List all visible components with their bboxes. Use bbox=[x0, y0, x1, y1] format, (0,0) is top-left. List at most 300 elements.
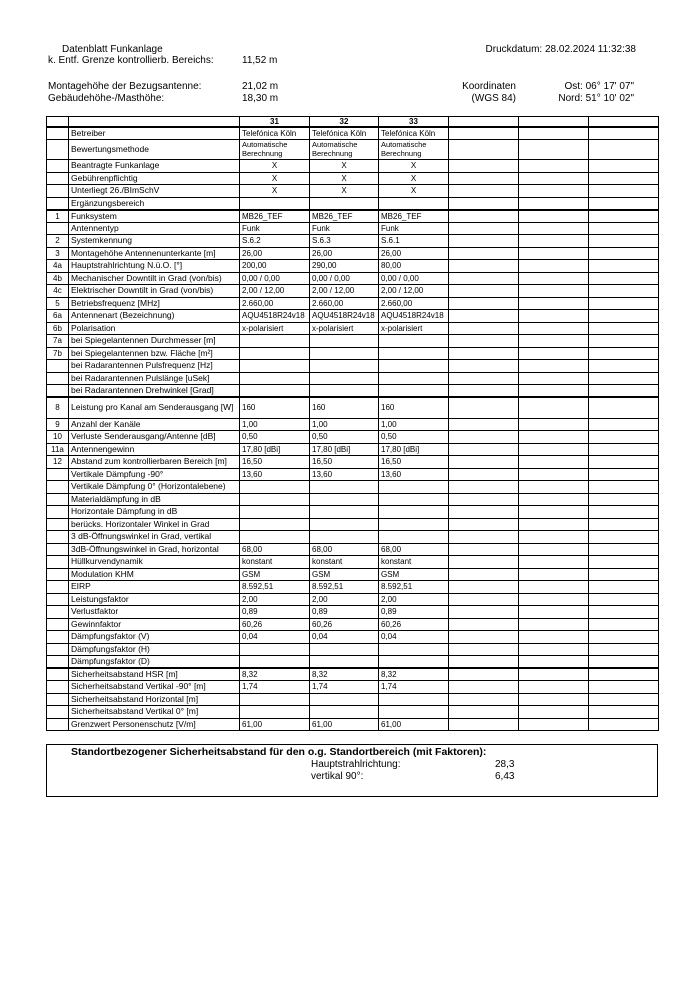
entf-label: k. Entf. Grenze kontrollierb. Bereichs: bbox=[48, 55, 214, 66]
value-cell bbox=[519, 347, 589, 360]
value-cell bbox=[589, 310, 659, 323]
row-label: Dämpfungsfaktor (D) bbox=[69, 656, 240, 669]
value-cell bbox=[589, 618, 659, 631]
value-cell bbox=[379, 706, 449, 719]
row-number bbox=[47, 185, 69, 198]
row-label: Vertikale Dämpfung -90° bbox=[69, 468, 240, 481]
value-cell: 68,00 bbox=[310, 543, 379, 556]
value-cell bbox=[449, 127, 519, 140]
table-row bbox=[47, 397, 659, 418]
row-label: Sicherheitsabstand Vertikal 0° [m] bbox=[69, 706, 240, 719]
column-header: 32 bbox=[310, 117, 379, 128]
table-row bbox=[47, 493, 659, 506]
table-row bbox=[47, 643, 659, 656]
value-cell bbox=[379, 693, 449, 706]
value-cell bbox=[310, 481, 379, 494]
document-title: Datenblatt Funkanlage bbox=[62, 44, 163, 55]
value-cell: X bbox=[310, 172, 379, 185]
value-cell bbox=[449, 285, 519, 298]
value-cell: X bbox=[240, 160, 310, 173]
table-row bbox=[47, 556, 659, 569]
value-cell bbox=[449, 322, 519, 335]
value-cell: Automatische Berechnung bbox=[310, 140, 379, 160]
row-label: Materialdämpfung in dB bbox=[69, 493, 240, 506]
table-row bbox=[47, 693, 659, 706]
row-number: 3 bbox=[47, 247, 69, 260]
value-cell: 13,60 bbox=[240, 468, 310, 481]
column-header bbox=[589, 117, 659, 128]
row-number bbox=[47, 706, 69, 719]
value-cell: GSM bbox=[310, 568, 379, 581]
summary-vert-value: 6,43 bbox=[495, 771, 515, 782]
value-cell: 2.660,00 bbox=[379, 297, 449, 310]
value-cell bbox=[519, 222, 589, 235]
value-cell: 0,50 bbox=[310, 431, 379, 444]
table-row bbox=[47, 127, 659, 140]
table-row bbox=[47, 543, 659, 556]
koordinate-ost: Ost: 06° 17' 07" bbox=[564, 81, 634, 92]
value-cell bbox=[519, 668, 589, 681]
row-number: 4a bbox=[47, 260, 69, 273]
row-number bbox=[47, 481, 69, 494]
value-cell: 160 bbox=[379, 397, 449, 418]
value-cell bbox=[449, 140, 519, 160]
row-number: 6b bbox=[47, 322, 69, 335]
value-cell bbox=[589, 260, 659, 273]
value-cell: 26,00 bbox=[240, 247, 310, 260]
value-cell bbox=[240, 656, 310, 669]
row-number: 4b bbox=[47, 272, 69, 285]
value-cell: Telefónica Köln bbox=[240, 127, 310, 140]
value-cell bbox=[589, 372, 659, 385]
table-row bbox=[47, 518, 659, 531]
value-cell: 16,50 bbox=[240, 456, 310, 469]
value-cell: 0,00 / 0,00 bbox=[379, 272, 449, 285]
value-cell: 1,00 bbox=[379, 418, 449, 431]
value-cell bbox=[519, 431, 589, 444]
value-cell bbox=[519, 443, 589, 456]
row-number bbox=[47, 543, 69, 556]
row-label: Systemkennung bbox=[69, 235, 240, 248]
value-cell bbox=[589, 656, 659, 669]
table-row bbox=[47, 210, 659, 223]
value-cell bbox=[379, 335, 449, 348]
table-row bbox=[47, 568, 659, 581]
value-cell bbox=[449, 518, 519, 531]
value-cell bbox=[589, 210, 659, 223]
value-cell: Funk bbox=[379, 222, 449, 235]
row-label: Antennentyp bbox=[69, 222, 240, 235]
value-cell: MB26_TEF bbox=[240, 210, 310, 223]
row-number bbox=[47, 360, 69, 373]
value-cell bbox=[449, 297, 519, 310]
value-cell: S.6.2 bbox=[240, 235, 310, 248]
table-row bbox=[47, 222, 659, 235]
value-cell: 0,00 / 0,00 bbox=[310, 272, 379, 285]
value-cell: 68,00 bbox=[240, 543, 310, 556]
print-date: Druckdatum: 28.02.2024 11:32:38 bbox=[485, 44, 636, 55]
table-row bbox=[47, 140, 659, 160]
value-cell bbox=[519, 681, 589, 694]
value-cell bbox=[379, 372, 449, 385]
value-cell bbox=[519, 372, 589, 385]
value-cell bbox=[449, 681, 519, 694]
row-number bbox=[47, 372, 69, 385]
value-cell bbox=[240, 706, 310, 719]
row-label: Sicherheitsabstand HSR [m] bbox=[69, 668, 240, 681]
row-number: 7a bbox=[47, 335, 69, 348]
value-cell bbox=[519, 140, 589, 160]
value-cell bbox=[310, 385, 379, 398]
value-cell: 60,26 bbox=[379, 618, 449, 631]
table-row bbox=[47, 335, 659, 348]
value-cell: 8.592,51 bbox=[379, 581, 449, 594]
value-cell bbox=[589, 172, 659, 185]
value-cell bbox=[449, 668, 519, 681]
value-cell bbox=[589, 418, 659, 431]
row-label: Bewertungsmethode bbox=[69, 140, 240, 160]
value-cell bbox=[589, 468, 659, 481]
row-label: Betreiber bbox=[69, 127, 240, 140]
value-cell bbox=[519, 160, 589, 173]
value-cell: 16,50 bbox=[310, 456, 379, 469]
value-cell bbox=[449, 506, 519, 519]
value-cell bbox=[589, 322, 659, 335]
value-cell bbox=[519, 235, 589, 248]
table-row bbox=[47, 272, 659, 285]
value-cell bbox=[240, 197, 310, 210]
value-cell: 80,00 bbox=[379, 260, 449, 273]
value-cell bbox=[449, 706, 519, 719]
value-cell bbox=[519, 531, 589, 544]
value-cell bbox=[449, 606, 519, 619]
value-cell: Funk bbox=[240, 222, 310, 235]
value-cell bbox=[310, 347, 379, 360]
value-cell bbox=[519, 568, 589, 581]
value-cell: 0,89 bbox=[310, 606, 379, 619]
value-cell bbox=[519, 385, 589, 398]
row-label: Sicherheitsabstand Horizontal [m] bbox=[69, 693, 240, 706]
value-cell: 2.660,00 bbox=[310, 297, 379, 310]
row-label: Mechanischer Downtilt in Grad (von/bis) bbox=[69, 272, 240, 285]
value-cell: 2,00 / 12,00 bbox=[379, 285, 449, 298]
table-row bbox=[47, 668, 659, 681]
row-label: bei Radarantennen Pulsfrequenz [Hz] bbox=[69, 360, 240, 373]
row-label: Horizontale Dämpfung in dB bbox=[69, 506, 240, 519]
value-cell bbox=[589, 518, 659, 531]
value-cell: S.6.3 bbox=[310, 235, 379, 248]
value-cell bbox=[310, 656, 379, 669]
value-cell bbox=[589, 222, 659, 235]
row-number bbox=[47, 593, 69, 606]
entf-value: 11,52 m bbox=[242, 55, 278, 66]
value-cell bbox=[240, 347, 310, 360]
value-cell bbox=[449, 160, 519, 173]
row-label: Sicherheitsabstand Vertikal -90° [m] bbox=[69, 681, 240, 694]
value-cell bbox=[240, 493, 310, 506]
table-row bbox=[47, 385, 659, 398]
value-cell bbox=[519, 185, 589, 198]
value-cell bbox=[519, 643, 589, 656]
value-cell bbox=[519, 272, 589, 285]
value-cell bbox=[519, 481, 589, 494]
value-cell bbox=[310, 643, 379, 656]
value-cell bbox=[589, 160, 659, 173]
column-header: 33 bbox=[379, 117, 449, 128]
value-cell bbox=[449, 556, 519, 569]
value-cell bbox=[589, 681, 659, 694]
table-row bbox=[47, 443, 659, 456]
value-cell bbox=[240, 335, 310, 348]
value-cell bbox=[589, 397, 659, 418]
value-cell bbox=[519, 247, 589, 260]
value-cell bbox=[589, 606, 659, 619]
value-cell bbox=[449, 543, 519, 556]
table-row bbox=[47, 681, 659, 694]
value-cell bbox=[519, 593, 589, 606]
value-cell bbox=[519, 693, 589, 706]
value-cell bbox=[589, 127, 659, 140]
value-cell bbox=[449, 468, 519, 481]
row-number bbox=[47, 668, 69, 681]
gebaeude-label: Gebäudehöhe-/Masthöhe: bbox=[48, 93, 165, 104]
value-cell bbox=[379, 197, 449, 210]
value-cell bbox=[310, 335, 379, 348]
table-row bbox=[47, 172, 659, 185]
table-header-row bbox=[47, 117, 659, 128]
value-cell bbox=[449, 372, 519, 385]
value-cell bbox=[449, 197, 519, 210]
table-row bbox=[47, 706, 659, 719]
row-label: Anzahl der Kanäle bbox=[69, 418, 240, 431]
value-cell bbox=[519, 556, 589, 569]
value-cell bbox=[589, 593, 659, 606]
value-cell bbox=[519, 506, 589, 519]
montage-value: 21,02 m bbox=[242, 81, 279, 92]
row-label: Dämpfungsfaktor (H) bbox=[69, 643, 240, 656]
value-cell bbox=[379, 656, 449, 669]
value-cell bbox=[589, 297, 659, 310]
summary-haupt-label: Hauptstrahlrichtung: bbox=[311, 759, 401, 770]
value-cell: MB26_TEF bbox=[310, 210, 379, 223]
row-number: 7b bbox=[47, 347, 69, 360]
value-cell: 290,00 bbox=[310, 260, 379, 273]
row-number: 12 bbox=[47, 456, 69, 469]
value-cell bbox=[519, 127, 589, 140]
row-number bbox=[47, 222, 69, 235]
value-cell: X bbox=[379, 160, 449, 173]
value-cell: 8,32 bbox=[379, 668, 449, 681]
summary-title: Standortbezogener Sicherheitsabstand für den o.g. Standortbereich (mit Faktoren): bbox=[71, 746, 487, 758]
row-label: EIRP bbox=[69, 581, 240, 594]
value-cell: 26,00 bbox=[310, 247, 379, 260]
value-cell bbox=[449, 693, 519, 706]
row-number bbox=[47, 140, 69, 160]
row-number: 2 bbox=[47, 235, 69, 248]
value-cell bbox=[519, 543, 589, 556]
value-cell: 17,80 [dBi] bbox=[379, 443, 449, 456]
row-number bbox=[47, 656, 69, 669]
row-number: 9 bbox=[47, 418, 69, 431]
row-number bbox=[47, 618, 69, 631]
value-cell bbox=[589, 443, 659, 456]
row-number bbox=[47, 631, 69, 644]
value-cell: 1,00 bbox=[310, 418, 379, 431]
value-cell bbox=[449, 335, 519, 348]
table-row bbox=[47, 418, 659, 431]
row-label: bei Radarantennen Drehwinkel [Grad] bbox=[69, 385, 240, 398]
value-cell bbox=[589, 235, 659, 248]
value-cell bbox=[589, 247, 659, 260]
value-cell bbox=[449, 360, 519, 373]
value-cell: X bbox=[379, 172, 449, 185]
header-num-cell bbox=[47, 117, 69, 128]
value-cell bbox=[449, 235, 519, 248]
value-cell bbox=[589, 493, 659, 506]
value-cell: 17,80 [dBi] bbox=[240, 443, 310, 456]
value-cell: MB26_TEF bbox=[379, 210, 449, 223]
value-cell: 1,74 bbox=[310, 681, 379, 694]
row-number: 1 bbox=[47, 210, 69, 223]
value-cell bbox=[589, 531, 659, 544]
row-label: bei Spiegelantennen bzw. Fläche [m²] bbox=[69, 347, 240, 360]
value-cell: 1,74 bbox=[379, 681, 449, 694]
summary-haupt-value: 28,3 bbox=[495, 759, 515, 770]
column-header: 31 bbox=[240, 117, 310, 128]
row-label: Polarisation bbox=[69, 322, 240, 335]
table-row bbox=[47, 468, 659, 481]
row-number bbox=[47, 493, 69, 506]
row-label: Hauptstrahlrichtung N.ü.O. [°] bbox=[69, 260, 240, 273]
value-cell: 0,04 bbox=[310, 631, 379, 644]
value-cell: Telefónica Köln bbox=[310, 127, 379, 140]
value-cell: 200,00 bbox=[240, 260, 310, 273]
value-cell bbox=[449, 443, 519, 456]
gebaeude-value: 18,30 m bbox=[242, 93, 279, 104]
value-cell bbox=[589, 385, 659, 398]
value-cell bbox=[519, 360, 589, 373]
row-label: 3 dB-Öffnungswinkel in Grad, vertikal bbox=[69, 531, 240, 544]
value-cell: x-polarisiert bbox=[310, 322, 379, 335]
table-row bbox=[47, 372, 659, 385]
value-cell: X bbox=[310, 185, 379, 198]
value-cell bbox=[589, 285, 659, 298]
value-cell: 0,89 bbox=[379, 606, 449, 619]
table-row bbox=[47, 235, 659, 248]
value-cell bbox=[589, 506, 659, 519]
value-cell bbox=[240, 506, 310, 519]
row-label: Ergänzungsbereich bbox=[69, 197, 240, 210]
value-cell: 2,00 bbox=[240, 593, 310, 606]
value-cell bbox=[449, 222, 519, 235]
value-cell bbox=[519, 322, 589, 335]
value-cell bbox=[589, 718, 659, 731]
row-number: 4c bbox=[47, 285, 69, 298]
row-number bbox=[47, 693, 69, 706]
value-cell bbox=[589, 556, 659, 569]
value-cell bbox=[519, 518, 589, 531]
value-cell bbox=[379, 531, 449, 544]
koordinaten-label: Koordinaten bbox=[462, 81, 516, 92]
value-cell bbox=[519, 418, 589, 431]
value-cell bbox=[519, 468, 589, 481]
value-cell: 2.660,00 bbox=[240, 297, 310, 310]
value-cell bbox=[519, 297, 589, 310]
value-cell: Funk bbox=[310, 222, 379, 235]
value-cell: konstant bbox=[379, 556, 449, 569]
row-number bbox=[47, 581, 69, 594]
value-cell: 1,74 bbox=[240, 681, 310, 694]
table-row bbox=[47, 185, 659, 198]
value-cell bbox=[449, 581, 519, 594]
table-row bbox=[47, 656, 659, 669]
value-cell bbox=[240, 385, 310, 398]
row-label: Gebührenpflichtig bbox=[69, 172, 240, 185]
row-label: Leistungsfaktor bbox=[69, 593, 240, 606]
row-number bbox=[47, 172, 69, 185]
value-cell bbox=[589, 456, 659, 469]
row-number bbox=[47, 606, 69, 619]
table-row bbox=[47, 260, 659, 273]
value-cell bbox=[589, 197, 659, 210]
koordinate-nord: Nord: 51° 10' 02" bbox=[558, 93, 634, 104]
row-number bbox=[47, 385, 69, 398]
row-label: Antennenart (Bezeichnung) bbox=[69, 310, 240, 323]
column-header bbox=[449, 117, 519, 128]
row-label: Betriebsfrequenz [MHz] bbox=[69, 297, 240, 310]
value-cell bbox=[449, 568, 519, 581]
value-cell: 0,00 / 0,00 bbox=[240, 272, 310, 285]
table-row bbox=[47, 506, 659, 519]
row-label: Verluste Senderausgang/Antenne [dB] bbox=[69, 431, 240, 444]
value-cell bbox=[379, 360, 449, 373]
value-cell: 1,00 bbox=[240, 418, 310, 431]
value-cell: 0,89 bbox=[240, 606, 310, 619]
value-cell bbox=[310, 372, 379, 385]
value-cell: 61,00 bbox=[379, 718, 449, 731]
value-cell bbox=[449, 718, 519, 731]
value-cell bbox=[379, 481, 449, 494]
value-cell bbox=[589, 631, 659, 644]
montage-label: Montagehöhe der Bezugsantenne: bbox=[48, 81, 202, 92]
value-cell bbox=[449, 631, 519, 644]
value-cell bbox=[449, 385, 519, 398]
value-cell: S.6.1 bbox=[379, 235, 449, 248]
row-number bbox=[47, 643, 69, 656]
value-cell bbox=[310, 693, 379, 706]
value-cell bbox=[589, 140, 659, 160]
table-row bbox=[47, 481, 659, 494]
value-cell: AQU4518R24v18 bbox=[240, 310, 310, 323]
value-cell bbox=[379, 643, 449, 656]
value-cell: 8,32 bbox=[310, 668, 379, 681]
value-cell bbox=[519, 172, 589, 185]
value-cell: 61,00 bbox=[310, 718, 379, 731]
table-row bbox=[47, 360, 659, 373]
value-cell bbox=[240, 643, 310, 656]
value-cell bbox=[519, 197, 589, 210]
value-cell bbox=[449, 493, 519, 506]
value-cell bbox=[589, 335, 659, 348]
value-cell bbox=[449, 418, 519, 431]
value-cell bbox=[379, 518, 449, 531]
value-cell bbox=[589, 643, 659, 656]
value-cell bbox=[449, 247, 519, 260]
value-cell: 26,00 bbox=[379, 247, 449, 260]
value-cell bbox=[519, 456, 589, 469]
value-cell bbox=[449, 310, 519, 323]
value-cell bbox=[519, 581, 589, 594]
